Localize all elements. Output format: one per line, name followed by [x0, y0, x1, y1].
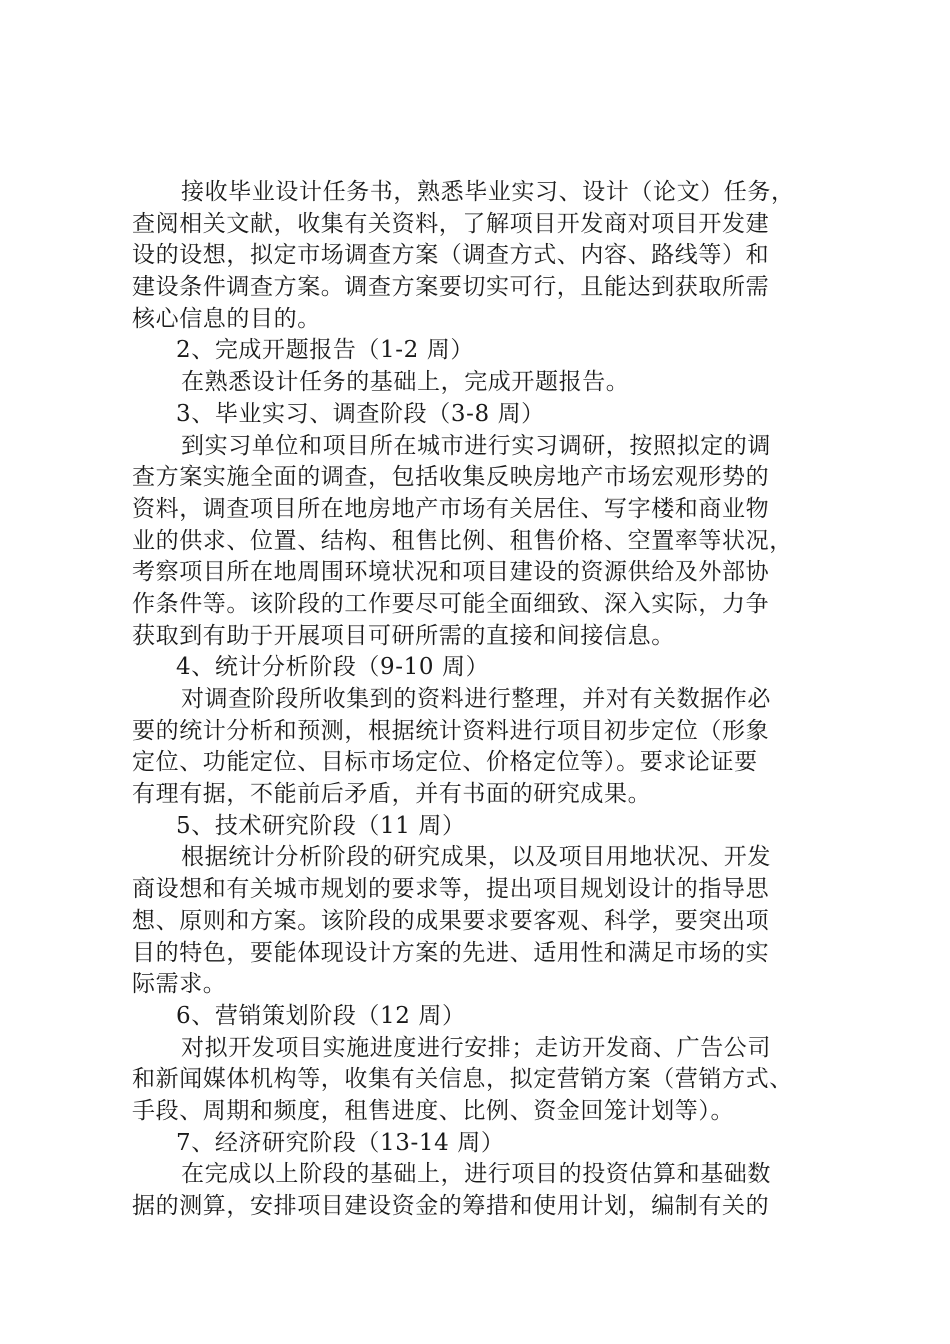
paragraph-line: 和新闻媒体机构等，收集有关信息，拟定营销方案（营销方式、 — [132, 1066, 793, 1093]
section-heading: 5、技术研究阶段（11 周） — [176, 812, 466, 839]
paragraph-line: 在完成以上阶段的基础上，进行项目的投资估算和基础数 — [181, 1161, 771, 1188]
section-heading: 3、毕业实习、调查阶段（3-8 周） — [176, 400, 545, 427]
paragraph-line: 想、原则和方案。该阶段的成果要求要客观、科学，要突出项 — [132, 907, 770, 934]
paragraph-line: 手段、周期和频度，租售进度、比例、资金回笼计划等）。 — [132, 1097, 735, 1124]
document-body — [132, 177, 832, 1223]
paragraph-line: 定位、功能定位、目标市场定位、价格定位等）。要求论证要 — [132, 749, 758, 776]
paragraph-line: 对拟开发项目实施进度进行安排；走访开发商、广告公司 — [181, 1034, 771, 1061]
paragraph-line: 根据统计分析阶段的研究成果，以及项目用地状况、开发 — [181, 844, 771, 871]
paragraph-line: 查方案实施全面的调查，包括收集反映房地产市场宏观形势的 — [132, 464, 770, 491]
paragraph-line: 设的设想，拟定市场调查方案（调查方式、内容、路线等）和 — [132, 242, 770, 269]
paragraph-line: 目的特色，要能体现设计方案的先进、适用性和满足市场的实 — [132, 939, 770, 966]
section-heading: 4、统计分析阶段（9-10 周） — [176, 654, 490, 681]
paragraph-line: 际需求。 — [132, 971, 227, 998]
paragraph-line: 建设条件调查方案。调查方案要切实可行，且能达到获取所需 — [132, 274, 770, 301]
section-heading: 7、经济研究阶段（13-14 周） — [176, 1129, 505, 1156]
paragraph-line: 资料，调查项目所在地房地产市场有关居住、写字楼和商业物 — [132, 495, 770, 522]
section-heading: 6、营销策划阶段（12 周） — [176, 1002, 466, 1029]
paragraph-line: 到实习单位和项目所在城市进行实习调研，按照拟定的调 — [181, 432, 771, 459]
paragraph-line: 业的供求、位置、结构、租售比例、租售价格、空置率等状况， — [132, 527, 793, 554]
paragraph-line: 获取到有助于开展项目可研所需的直接和间接信息。 — [132, 622, 675, 649]
paragraph-line: 接收毕业设计任务书，熟悉毕业实习、设计（论文）任务， — [181, 179, 795, 205]
paragraph-line: 考察项目所在地周围环境状况和项目建设的资源供给及外部协 — [132, 559, 770, 586]
paragraph-line: 在熟悉设计任务的基础上，完成开题报告。 — [181, 369, 630, 396]
section-heading: 2、完成开题报告（1-2 周） — [176, 337, 474, 364]
paragraph-line: 要的统计分析和预测，根据统计资料进行项目初步定位（形象 — [132, 717, 770, 744]
paragraph-line: 据的测算，安排项目建设资金的筹措和使用计划，编制有关的 — [132, 1193, 770, 1219]
paragraph-line: 查阅相关文献，收集有关资料，了解项目开发商对项目开发建 — [132, 210, 770, 237]
paragraph-line: 对调查阶段所收集到的资料进行整理，并对有关数据作必 — [181, 686, 771, 712]
paragraph-line: 核心信息的目的。 — [132, 305, 321, 332]
paragraph-line: 作条件等。该阶段的工作要尽可能全面细致、深入实际，力争 — [132, 590, 770, 617]
paragraph-line: 商设想和有关城市规划的要求等，提出项目规划设计的指导思 — [132, 876, 770, 903]
paragraph-line: 有理有据，不能前后矛盾，并有书面的研究成果。 — [132, 781, 652, 808]
